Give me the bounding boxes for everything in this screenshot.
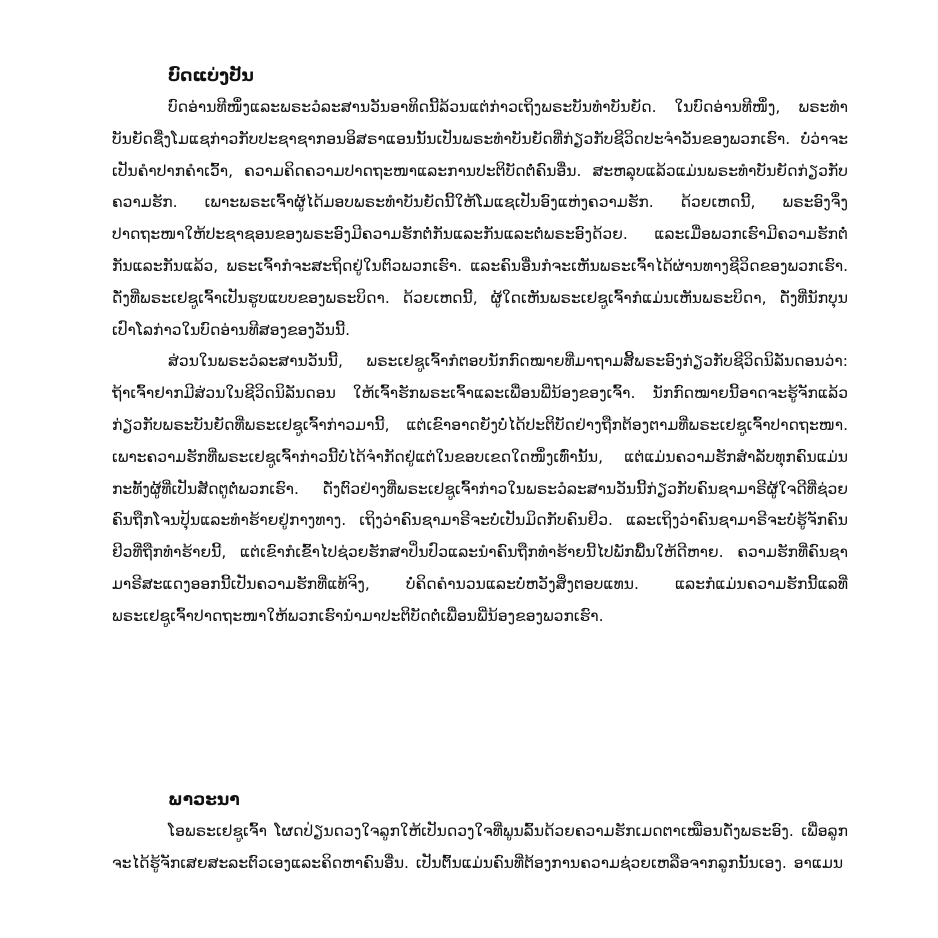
reflection-section — [112, 60, 848, 633]
prayer-heading: ພາວະນາ — [168, 790, 240, 810]
reflection-paragraph-2: ສ່ວນໃນພຣະວໍລະສານວັນນີ້, ພຣະເຢຊູເຈົ້າກໍຕອບນັກກົດໝາຍທີ່ມາຖາມສິ້ພຣະອົງກ່ຽວກັບຊີວິດນິລັນດອນວ່າ: ຖ້າເຈົ້າຢາກມີສ່ວນໃນຊີວິດນິລັນດອນ ໃຫ້ເຈົ້າຮັກພຣະເຈົ້າແລະເພື່ອນພີ່ນ້ອງຂອງເຈົ້າ. ນັກກົດໝາຍນີ້ອາດຈະຮູ້ຈັກແລ້ວກ່ຽວກັບພຣະບັນຍັດທີ່ພຣະເຢຊູເຈົ້າກ່າວມານີ້, ແຕ່ເຂົາອາດຍັງບໍ່ໄດ້ປະຕິບັດຢ່າງຖືກຕ້ອງຕາມທີ່ພຣະເຢຊູເຈົ້າປາດຖະໜາ. ເພາະຄວາມຮັກທີ່ພຣະເຢຊູເຈົ້າກ່າວນີ້ບໍ່ໄດ້ຈຳກັດຢູ່ແຕ່ໃນຂອບເຂດໃດໜຶ່ງເທົ່ານັ້ນ, ແຕ່ແມ່ນຄວາມຮັກສຳລັບທຸກຄົນແມ່ນກະທັ້ງຜູ້ທີ່ເປັນສັດຕູຕໍ່ພວກເຮົາ. ດັ່ງຕົວຢ່າງທີ່ພຣະເຢຊູເຈົ້າກ່າວໃນພຣະວໍລະສານວັນນີ້ກ່ຽວກັບຄົນຊາມາຣີຜູ້ໃຈດີທີ່ຊ່ວຍຄົນຖືກໂຈນປຸ້ນແລະທຳຮ້າຍຢູ່ກາງທາງ. ເຖິງວ່າຄົນຊາມາຣີຈະບໍ່ເປັນມິດກັບຄົນຢິວ. ແລະເຖິງວ່າຄົນຊາມາຣີຈະບໍ່ຮູ້ຈັກຄົນຢິວທີ່ຖືກທຳຮ້າຍນີ້, ແຕ່ເຂົາກໍເຂົ້າໄປຊ່ວຍຮັກສາປິ່ນປົວແລະນຳຄົນຖືກທຳຮ້າຍນີ້ໄປພັກພື້ນໃຫ້ດີຫາຍ. ຄວາມຮັກທີ່ຄົນຊາມາຣີສະແດງອອກນີ້ເປັນຄວາມຮັກທີ່ແທ້ຈິງ, ບໍ່ຄິດຄຳນວນແລະບໍ່ຫວັງສິ່ງຕອບແທນ. ແລະກໍແມ່ນຄວາມຮັກນີ້ແລທີ່ພຣະເຢຊູເຈົ້າປາດຖະໜາໃຫ້ພວກເຮົານຳມາປະຕິບັດຕໍ່ເພື່ອນພີ່ນ້ອງຂອງພວກເຮົາ. — [112, 352, 848, 625]
prayer-section — [112, 784, 848, 880]
reflection-heading: ບົດແບ່ງປັນ — [168, 66, 254, 86]
reflection-paragraph-1: ບົດອ່ານທີໜຶ່ງແລະພຣະວໍລະສານວັນອາທິດນີ້ລ້ວນແຕ່ກ່າວເຖິງພຣະບັນທຳບັນຍັດ. ໃນບົດອ່ານທີໜຶ່ງ, ພຣະທຳບັນຍັດຊື່ງໂມແຊກ່າວກັບປະຊາຊາກອນອິສຣາແອນນັ້ນເປັນພຣະທຳບັນຍັດທີ່ກ່ຽວກັບຊີວິດປະຈຳວັນຂອງພວກເຮົາ. ບໍ່ວ່າຈະເປັນຄຳປາກຄຳເວົ້າ, ຄວາມຄິດຄວາມປາດຖະໜາແລະການປະຕິບັດຕໍ່ຄົນອື່ນ. ສະຫລຸບແລ້ວແມ່ນພຣະທຳບັນຍັດກ່ຽວກັບຄວາມຮັກ. ເພາະພຣະເຈົ້າຜູ້ໄດ້ມອບພຣະທຳບັນຍັດນີ້ໃຫ້ໂມແຊເປັນອົງແຫ່ງຄວາມຮັກ. ດ້ວຍເຫດນີ້, ພຣະອົງຈຶ່ງປາດຖະໜາໃຫ້ປະຊາຊອນຂອງພຣະອົງມີຄວາມຮັກຕໍ່ກັນແລະກັນແລະຕໍ່ພຣະອົງດ້ວຍ. ແລະເມື່ອພວກເຮົາມີຄວາມຮັກຕໍ່ກັນແລະກັນແລ້ວ, ພຣະເຈົ້າກໍຈະສະຖິດຢູ່ໃນຕົວພວກເຮົາ. ແລະຄົນອື່ນກໍຈະເຫັນພຣະເຈົ້າໄດ້ຜ່ານທາງຊີວິດຂອງພວກເຮົາ. ດັ່ງທີ່ພຣະເຢຊູເຈົ້າເປັນຮູບແບບຂອງພຣະບິດາ. ດ້ວຍເຫດນີ້, ຜູ້ໃດເຫັນພຣະເຢຊູເຈົ້າກໍແມ່ນເຫັນພຣະບິດາ, ດັ່ງທີ່ນັກບຸນເປົາໂລກ່າວໃນບົດອ່ານທີສອງຂອງວັນນີ້. — [112, 98, 848, 339]
prayer-paragraph: ໂອພຣະເຢຊູເຈົ້າ ໂຜດປ່ຽນດວງໃຈລູກໃຫ້ເປັນດວງໃຈທີ່ພູນລົ້ນດ້ວຍຄວາມຮັກເມດຕາເໝືອນດັ່ງພຣະອົງ. ເພື່ອລູກຈະໄດ້ຮູ້ຈັກເສຍສະລະຕົວເອງແລະຄິດຫາຄົນອື່ນ. ເປັນຕົ້ນແມ່ນຄົນທີ່ຕ້ອງການຄວາມຊ່ວຍເຫລືອຈາກລູກນັ້ນເອງ. ອາແມນ — [112, 822, 848, 872]
